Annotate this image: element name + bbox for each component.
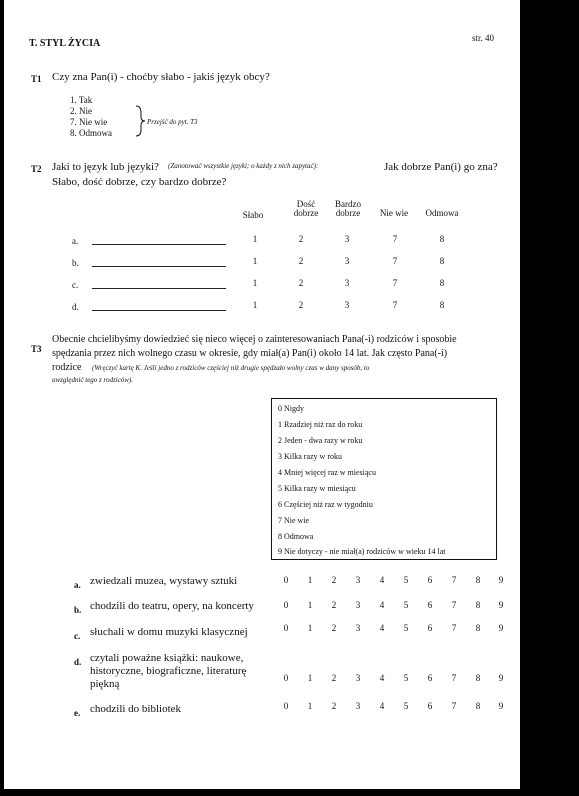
t3-code: 6 — [427, 600, 433, 610]
scale-item: 9 Nie dotyczy - nie miał(a) rodziców w wieku 14 lat — [278, 547, 446, 556]
questionnaire-page — [4, 0, 520, 789]
t2-header-odmowa: Odmowa — [425, 208, 459, 218]
t3-code: 7 — [451, 575, 457, 585]
t3-code: 3 — [355, 600, 361, 610]
t3-code: 9 — [498, 701, 504, 711]
t3-instruction-1: (Wręczyć kartę K. Jeśli jedno z rodziców częściej niż drugie spędzało wolny czas w dany sposób, to — [92, 364, 370, 372]
t3-item-text: chodzili do teatru, opery, na koncerty — [90, 600, 254, 612]
t3-code: 3 — [355, 623, 361, 633]
t3-item-label: e. — [74, 708, 81, 718]
scale-item: 0 Nigdy — [278, 404, 304, 413]
t3-code: 6 — [427, 673, 433, 683]
t3-code: 7 — [451, 701, 457, 711]
t3-item-label: b. — [74, 605, 82, 615]
t2-code: 1 — [252, 278, 258, 288]
t2-answer-line[interactable] — [92, 310, 226, 311]
t3-code: 3 — [355, 673, 361, 683]
t3-code: 7 — [451, 673, 457, 683]
t3-code: 4 — [379, 673, 385, 683]
t2-code: 1 — [252, 300, 258, 310]
page-number: str. 40 — [472, 33, 495, 43]
t2-instruction: (Zanotować wszystkie języki; o każdy z nich zapytać): — [168, 162, 319, 170]
t3-item-text: słuchali w domu muzyki klasycznej — [90, 626, 248, 638]
t3-code: 0 — [283, 673, 289, 683]
scale-item: 6 Częściej niż raz w tygodniu — [278, 500, 373, 509]
t2-code: 2 — [298, 234, 304, 244]
t3-code: 5 — [403, 673, 409, 683]
t3-code: 2 — [331, 575, 337, 585]
t3-code: 3 — [355, 575, 361, 585]
t3-instruction-2: uwzględnić tego z rodziców). — [52, 376, 134, 384]
t2-header-slabo: Słabo — [242, 210, 264, 220]
t2-code: 8 — [439, 256, 445, 266]
t3-code: 8 — [475, 673, 481, 683]
t3-code: 9 — [498, 575, 504, 585]
t2-code: 7 — [392, 256, 398, 266]
t3-code: 5 — [403, 575, 409, 585]
t2-code: 1 — [252, 234, 258, 244]
t1-skip-instruction: Przejść do pyt. T3 — [147, 118, 198, 126]
t1-id: T1 — [31, 74, 42, 84]
t2-code: 8 — [439, 300, 445, 310]
scale-item: 5 Kilka razy w miesiącu — [278, 484, 356, 493]
t2-question-a: Jaki to język lub języki? — [52, 161, 159, 173]
t3-item-text: piękną — [90, 678, 120, 690]
t3-item-text: chodzili do bibliotek — [90, 703, 182, 715]
t2-answer-line[interactable] — [92, 244, 226, 245]
t3-code: 4 — [379, 575, 385, 585]
t3-code: 8 — [475, 600, 481, 610]
t3-item-text: historyczne, biograficzne, literaturę — [90, 665, 247, 677]
t2-code: 3 — [344, 300, 350, 310]
t3-code: 0 — [283, 701, 289, 711]
t3-code: 0 — [283, 600, 289, 610]
t2-answer-line[interactable] — [92, 266, 226, 267]
t2-answer-line[interactable] — [92, 288, 226, 289]
answer-card-k — [271, 398, 497, 560]
scale-item: 8 Odmowa — [278, 532, 314, 541]
t3-code: 5 — [403, 600, 409, 610]
t3-code: 9 — [498, 600, 504, 610]
t3-item-label: c. — [74, 631, 81, 641]
t1-option-2: 2. Nie — [70, 106, 92, 116]
t3-code: 0 — [283, 575, 289, 585]
skip-brace-icon — [134, 105, 146, 137]
t3-id: T3 — [31, 344, 42, 354]
t2-row-label: c. — [72, 280, 79, 290]
t2-code: 8 — [439, 234, 445, 244]
scale-item: 4 Mniej więcej raz w miesiącu — [278, 468, 376, 477]
t3-code: 8 — [475, 575, 481, 585]
t3-code: 1 — [307, 673, 313, 683]
t3-item-label: a. — [74, 580, 81, 590]
t3-code: 8 — [475, 701, 481, 711]
t3-code: 7 — [451, 600, 457, 610]
t3-code: 6 — [427, 575, 433, 585]
t3-code: 2 — [331, 701, 337, 711]
t2-code: 3 — [344, 256, 350, 266]
t3-item-text: zwiedzali muzea, wystawy sztuki — [90, 575, 238, 587]
t3-code: 1 — [307, 623, 313, 633]
t1-option-1: 1. Tak — [70, 95, 93, 105]
t2-code: 2 — [298, 278, 304, 288]
t2-header-nie-wie: Nie wie — [379, 208, 409, 218]
scale-item: 1 Rzadziej niż raz do roku — [278, 420, 363, 429]
t3-code: 4 — [379, 623, 385, 633]
section-title: T. STYL ŻYCIA — [29, 38, 101, 49]
t3-code: 9 — [498, 623, 504, 633]
t3-code: 5 — [403, 623, 409, 633]
t3-question-line1: Obecnie chcielibyśmy dowiedzieć się nieco więcej o zainteresowaniach Pana(-i) rodziców i sposobie — [52, 334, 457, 345]
t2-code: 7 — [392, 300, 398, 310]
t2-row-label: d. — [72, 302, 79, 312]
t2-code: 7 — [392, 234, 398, 244]
t3-code: 6 — [427, 701, 433, 711]
t3-code: 9 — [498, 673, 504, 683]
t2-code: 8 — [439, 278, 445, 288]
t3-code: 1 — [307, 701, 313, 711]
t3-question-line2: spędzania przez nich wolnego czasu w okresie, gdy miał(a) Pan(i) około 14 lat. Jak często Pana(-i) — [52, 348, 448, 359]
t3-code: 2 — [331, 600, 337, 610]
t2-header-bardzo-dobrze: Bardzo dobrze — [335, 199, 361, 218]
t2-code: 7 — [392, 278, 398, 288]
t1-option-7: 7. Nie wie — [70, 117, 108, 127]
t3-code: 7 — [451, 623, 457, 633]
t2-header-dosc-dobrze: Dość dobrze — [293, 199, 319, 218]
scale-item: 2 Jeden - dwa razy w roku — [278, 436, 363, 445]
t3-code: 5 — [403, 701, 409, 711]
t3-code: 0 — [283, 623, 289, 633]
t3-code: 8 — [475, 623, 481, 633]
t3-code: 4 — [379, 600, 385, 610]
t2-code: 2 — [298, 300, 304, 310]
t2-code: 2 — [298, 256, 304, 266]
t2-question-line2: Słabo, dość dobrze, czy bardzo dobrze? — [52, 176, 227, 188]
t3-code: 1 — [307, 600, 313, 610]
t3-code: 2 — [331, 673, 337, 683]
t3-item-label: d. — [74, 657, 82, 667]
t2-row-label: b. — [72, 258, 79, 268]
t3-code: 1 — [307, 575, 313, 585]
t2-question-b: Jak dobrze Pan(i) go zna? — [384, 161, 498, 173]
t2-code: 1 — [252, 256, 258, 266]
t3-item-text: czytali poważne książki: naukowe, — [90, 652, 244, 664]
scale-item: 3 Kilka razy w roku — [278, 452, 342, 461]
t3-code: 3 — [355, 701, 361, 711]
t3-code: 6 — [427, 623, 433, 633]
t2-id: T2 — [31, 164, 42, 174]
t1-question: Czy zna Pan(i) - choćby słabo - jakiś język obcy? — [52, 71, 270, 83]
t1-option-8: 8. Odmowa — [70, 128, 112, 138]
scale-item: 7 Nie wie — [278, 516, 310, 525]
t3-question-line3: rodzice — [52, 362, 82, 373]
t3-code: 2 — [331, 623, 337, 633]
t2-code: 3 — [344, 278, 350, 288]
t3-code: 4 — [379, 701, 385, 711]
t2-code: 3 — [344, 234, 350, 244]
t2-row-label: a. — [72, 236, 79, 246]
